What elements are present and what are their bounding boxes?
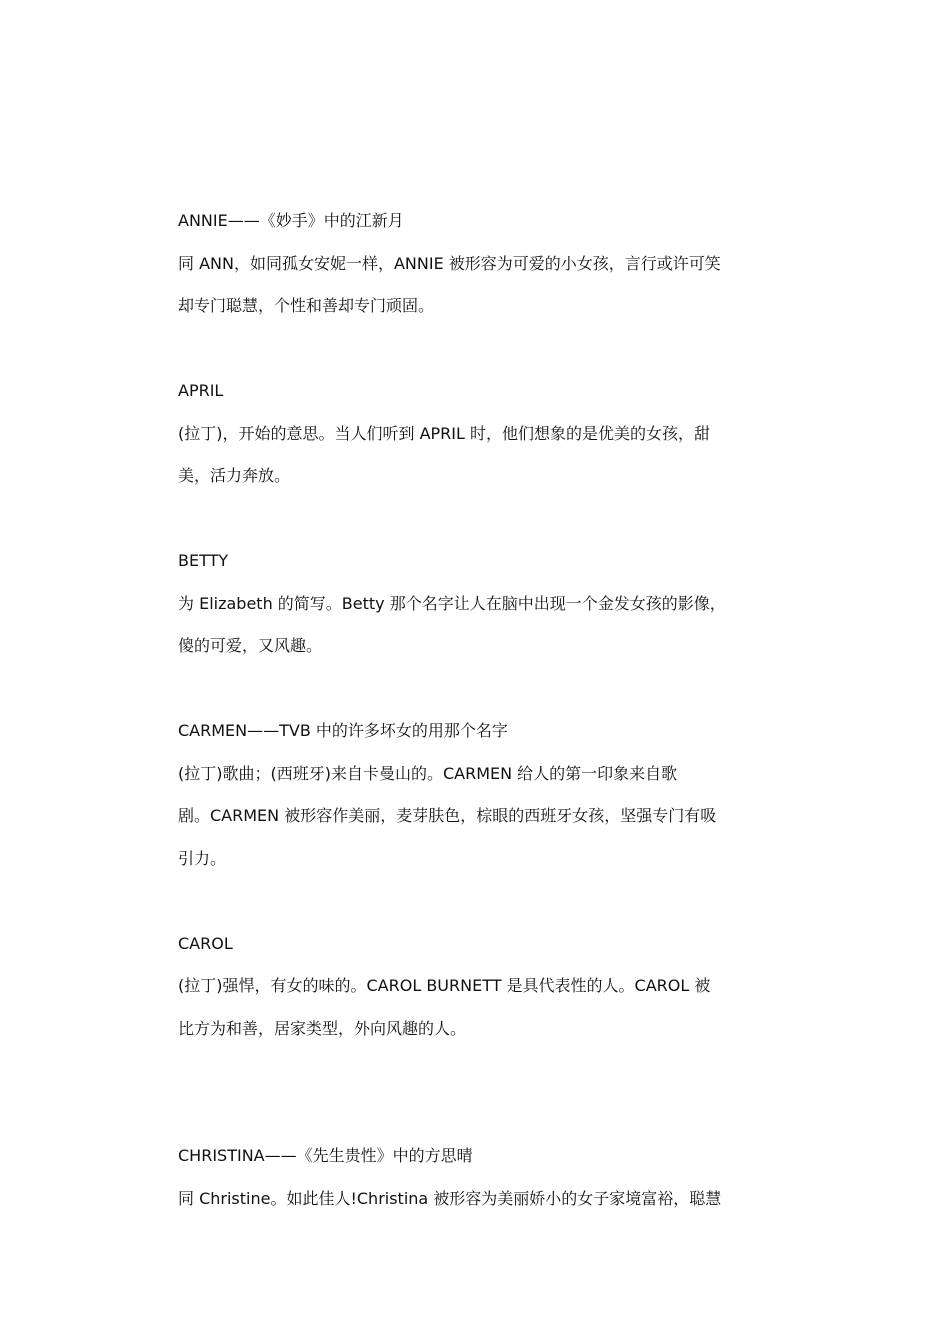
entry-text-line: (拉丁)歌曲；(西班牙)来自卡曼山的。CARMEN 给人的第一印象来自歌 (178, 763, 678, 783)
entry-text-line: 同 ANN，如同孤女安妮一样，ANNIE 被形容为可爱的小女孩，言行或许可笑 (178, 253, 721, 273)
paragraph-spacer (178, 498, 778, 541)
entry-text-line: 美，活力奔放。 (178, 466, 291, 485)
entry-christina (178, 1135, 778, 1220)
entry-annie (178, 200, 778, 328)
document-body (178, 200, 778, 1220)
entry-carmen (178, 710, 778, 880)
entry-text-line: (拉丁)，开始的意思。当人们听到 APRIL 时，他们想象的是优美的女孩，甜 (178, 423, 711, 443)
entry-text-line: 傻的可爱，又风趣。 (178, 636, 323, 655)
paragraph-spacer (178, 668, 778, 711)
entry-betty (178, 540, 778, 668)
entry-text-line: 却专门聪慧，个性和善却专门顽固。 (178, 296, 435, 315)
entry-text-line: 引力。 (178, 848, 227, 868)
entry-heading: APRIL (178, 381, 224, 400)
entry-heading: CHRISTINA——《先生贵性》中的方思晴 (178, 1146, 473, 1165)
entry-text-line: 同 Christine。如此佳人!Christina 被形容为美丽娇小的女子家境富裕，聪慧 (178, 1188, 722, 1208)
entry-heading: BETTY (178, 551, 229, 570)
paragraph-spacer (178, 1050, 778, 1135)
paragraph-spacer (178, 328, 778, 371)
entry-text-line: 为 Elizabeth 的简写。Betty 那个名字让人在脑中出现一个金发女孩的影像， (178, 593, 726, 613)
paragraph-spacer (178, 880, 778, 923)
entry-text-line: 比方为和善，居家类型，外向风趣的人。 (178, 1018, 467, 1038)
entry-carol (178, 923, 778, 1051)
entry-text-line: 剧。CARMEN 被形容作美丽，麦芽肤色，棕眼的西班牙女孩，坚强专门有吸 (178, 806, 717, 825)
entry-heading: CARMEN——TVB 中的许多坏女的用那个名字 (178, 721, 508, 740)
entry-heading: CAROL (178, 933, 233, 953)
entry-text-line: (拉丁)强悍，有女的味的。CAROL BURNETT 是具代表性的人。CAROL 被 (178, 976, 711, 995)
entry-heading: ANNIE——《妙手》中的江新月 (178, 211, 404, 230)
entry-april (178, 370, 778, 498)
